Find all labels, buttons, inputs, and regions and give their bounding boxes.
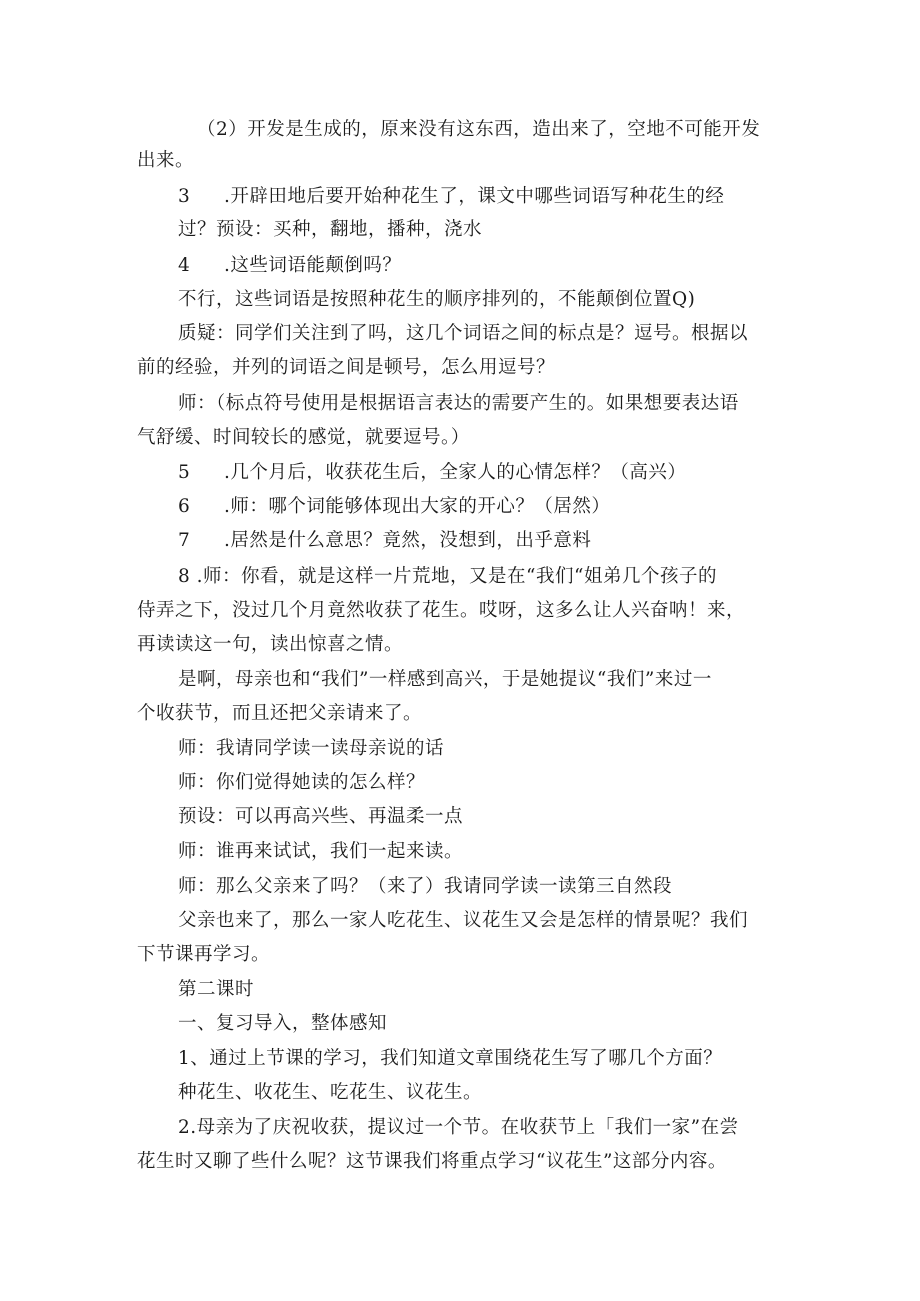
text-line: 师：你们觉得她读的怎么样？ — [178, 772, 426, 793]
item-number: 5 — [178, 462, 191, 483]
text-line: 花生时又聊了些什么呢？这节课我们将重点学习“议花生”这部分内容。 — [137, 1151, 727, 1172]
text-line: 侍弄之下，没过几个月竟然收获了花生。哎呀，这多么让人兴奋呐！来， — [137, 600, 746, 621]
numbered-line — [178, 529, 591, 553]
text-line: .师：哪个词能够体现出大家的开心？（居然） — [224, 496, 611, 517]
text-line: 师：谁再来试试，我们一起来读。 — [178, 841, 464, 862]
text-line: 个收获节，而且还把父亲请来了。 — [137, 703, 423, 724]
text-line: .居然是什么意思？竟然，没想到，出乎意料 — [224, 530, 592, 551]
text-line: 师：我请同学读一读母亲说的话 — [178, 738, 445, 759]
text-line: 质疑：同学们关注到了吗，这几个词语之间的标点是？逗号。根据以 — [178, 323, 749, 344]
text-line: 种花生、收花生、吃花生、议花生。 — [178, 1082, 483, 1103]
section-heading: 第二课时 — [178, 979, 255, 1000]
text-line: 出来。 — [137, 150, 195, 171]
text-line: （2）开发是生成的，原来没有这东西，造出来了，空地不可能开发 — [197, 119, 761, 140]
item-number: 4 — [178, 255, 191, 276]
item-number: 7 — [178, 530, 191, 551]
text-line: 预设：可以再高兴些、再温柔一点 — [178, 806, 464, 827]
numbered-line — [178, 461, 686, 485]
text-line: 气舒缓、时间较长的感觉，就要逗号。） — [137, 427, 470, 448]
text-line: .开辟田地后要开始种花生了，课文中哪些词语写种花生的经 — [224, 186, 725, 207]
item-number: 3 — [178, 186, 191, 207]
text-line: .几个月后，收获花生后，全家人的心情怎样？（高兴） — [224, 462, 687, 483]
text-line: .这些词语能颠倒吗？ — [224, 255, 402, 276]
text-line: 1、通过上节课的学习，我们知道文章围绕花生写了哪几个方面？ — [178, 1048, 723, 1069]
text-line: 再读读这一句，读出惊喜之情。 — [137, 634, 404, 655]
item-number: 6 — [178, 496, 191, 517]
text-line: 是啊，母亲也和“我们”一样感到高兴，于是她提议“我们”来过一 — [178, 669, 712, 690]
text-line: 师：那么父亲来了吗？（来了）我请同学读一读第三自然段 — [178, 876, 673, 897]
text-line: 8 .师：你看，就是这样一片荒地，又是在“我们“姐弟几个孩子的 — [178, 566, 717, 587]
text-line: 过？预设：买种，翻地，播种，浇水 — [178, 219, 483, 240]
subsection-heading: 一、复习导入，整体感知 — [178, 1013, 388, 1034]
text-line: 师：（标点符号使用是根据语言表达的需要产生的。如果想要表达语 — [178, 393, 739, 414]
numbered-line — [178, 254, 401, 278]
text-line: 不行，这些词语是按照种花生的顺序排列的，不能颠倒位置Q) — [178, 289, 696, 310]
text-line: 父亲也来了，那么一家人吃花生、议花生又会是怎样的情景呢？我们 — [178, 910, 749, 931]
numbered-line — [178, 495, 610, 519]
text-line: 2.母亲为了庆祝收获，提议过一个节。在收获节上「我们一家”在尝 — [178, 1117, 739, 1138]
text-line: 前的经验，并列的词语之间是顿号，怎么用逗号？ — [137, 357, 556, 378]
text-line: 下节课再学习。 — [137, 944, 271, 965]
numbered-line — [178, 185, 724, 209]
